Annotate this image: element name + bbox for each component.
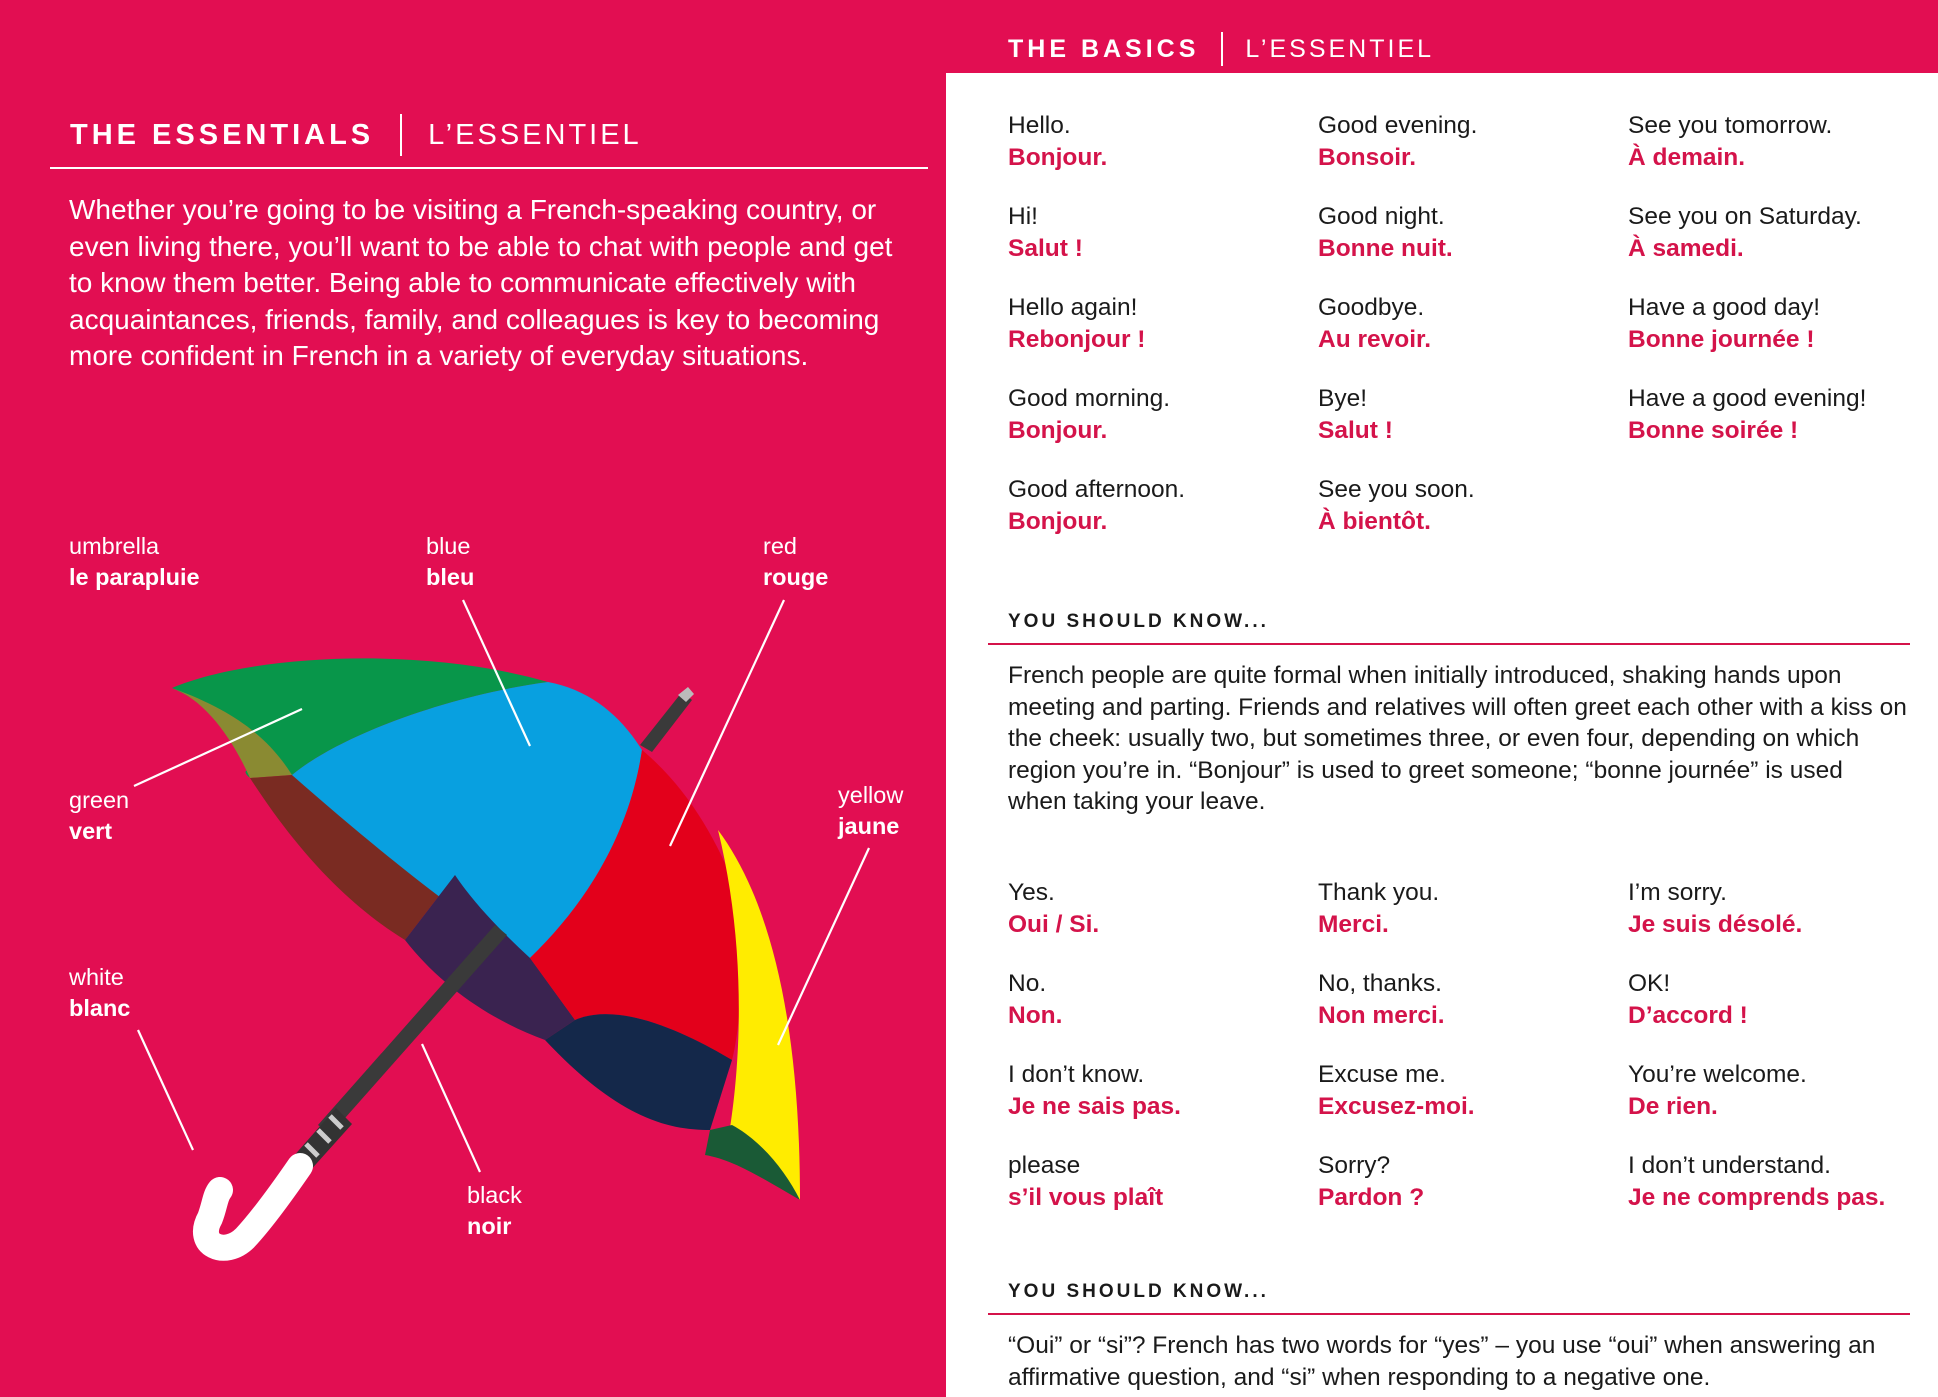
phrase-pair: I don’t understand. Je ne comprends pas. bbox=[1628, 1152, 1886, 1211]
phrase-pair: See you soon. À bientôt. bbox=[1318, 476, 1475, 535]
phrase-pair: No. Non. bbox=[1008, 970, 1063, 1029]
essentials-title-fr: L’ESSENTIEL bbox=[428, 118, 642, 151]
basics-heading bbox=[1008, 32, 1434, 66]
phrase-pair: Have a good evening! Bonne soirée ! bbox=[1628, 385, 1867, 444]
phrase-pair: You’re welcome. De rien. bbox=[1628, 1061, 1807, 1120]
you-should-know-heading: YOU SHOULD KNOW... bbox=[1008, 611, 1269, 632]
phrase-pair: please s’il vous plaît bbox=[1008, 1152, 1164, 1211]
phrase-pair: Goodbye. Au revoir. bbox=[1318, 294, 1432, 353]
label-green: green vert bbox=[69, 787, 130, 844]
phrase-pair: Have a good day! Bonne journée ! bbox=[1628, 294, 1821, 353]
essentials-intro: Whether you’re going to be visiting a French-speaking country, or even living there, you’ll want to be able to chat with people and get to know them better. Being able to communicate effectively with acquaintances, friends, family, and colleagues is key to becoming more confident in French in a variety of everyday situations. bbox=[69, 194, 893, 372]
label-blue: blue bleu bbox=[426, 533, 475, 590]
phrase-pair: Good night. Bonne nuit. bbox=[1318, 203, 1453, 262]
phrase-pair: Good morning. Bonjour. bbox=[1008, 385, 1171, 444]
basics-title-en: THE BASICS bbox=[1008, 34, 1200, 63]
you-should-know-text: French people are quite formal when initially introduced, shaking hands upon meeting and parting. Friends and relatives will often greet each other with a kiss on the cheek: usually two, but sometimes three, or even four, depending on which region you’re in. “Bonjour” is used to greet someone; “bonne journée” is used when taking your leave. bbox=[1008, 662, 1907, 815]
phrase-pair: Good evening. Bonsoir. bbox=[1318, 112, 1478, 171]
label-black: black noir bbox=[467, 1182, 522, 1239]
phrase-pair: Excuse me. Excusez-moi. bbox=[1318, 1061, 1475, 1120]
phrase-pair: OK! D’accord ! bbox=[1628, 970, 1748, 1029]
phrase-pair: I’m sorry. Je suis désolé. bbox=[1628, 879, 1803, 938]
umbrella-tip bbox=[640, 692, 692, 752]
label-red: red rouge bbox=[763, 533, 829, 590]
you-should-know-rule bbox=[988, 1313, 1910, 1315]
you-should-know-text: “Oui” or “si”? French has two words for “yes” – you use “oui” when answering an affirmative question, and “si” when responding to a negative one. bbox=[1008, 1332, 1876, 1391]
phrase-pair: Sorry? Pardon ? bbox=[1318, 1152, 1425, 1211]
phrase-pair: Hello again! Rebonjour ! bbox=[1008, 294, 1146, 353]
you-should-know-rule bbox=[988, 643, 1910, 645]
phrase-pair: Hello. Bonjour. bbox=[1008, 112, 1108, 171]
phrase-pair: See you on Saturday. À samedi. bbox=[1628, 203, 1862, 262]
phrase-pair: No, thanks. Non merci. bbox=[1318, 970, 1445, 1029]
label-yellow: yellow jaune bbox=[838, 782, 904, 839]
umbrella-shaft bbox=[318, 925, 507, 1135]
umbrella-handle bbox=[206, 1166, 300, 1248]
basics-title-fr: L’ESSENTIEL bbox=[1245, 34, 1435, 63]
phrase-pair: See you tomorrow. À demain. bbox=[1628, 112, 1833, 171]
you-should-know-heading: YOU SHOULD KNOW... bbox=[1008, 1281, 1269, 1302]
phrase-pair: Thank you. Merci. bbox=[1318, 879, 1440, 938]
heading-divider bbox=[1221, 32, 1223, 66]
phrase-pair: Hi! Salut ! bbox=[1008, 203, 1083, 262]
phrase-pair: Bye! Salut ! bbox=[1318, 385, 1393, 444]
essentials-title-en: THE ESSENTIALS bbox=[70, 118, 375, 151]
label-white: white blanc bbox=[69, 964, 131, 1021]
phrase-pair: Good afternoon. Bonjour. bbox=[1008, 476, 1186, 535]
label-umbrella: umbrella le parapluie bbox=[69, 533, 200, 590]
phrase-pair: Yes. Oui / Si. bbox=[1008, 879, 1100, 938]
phrase-pair: I don’t know. Je ne sais pas. bbox=[1008, 1061, 1181, 1120]
